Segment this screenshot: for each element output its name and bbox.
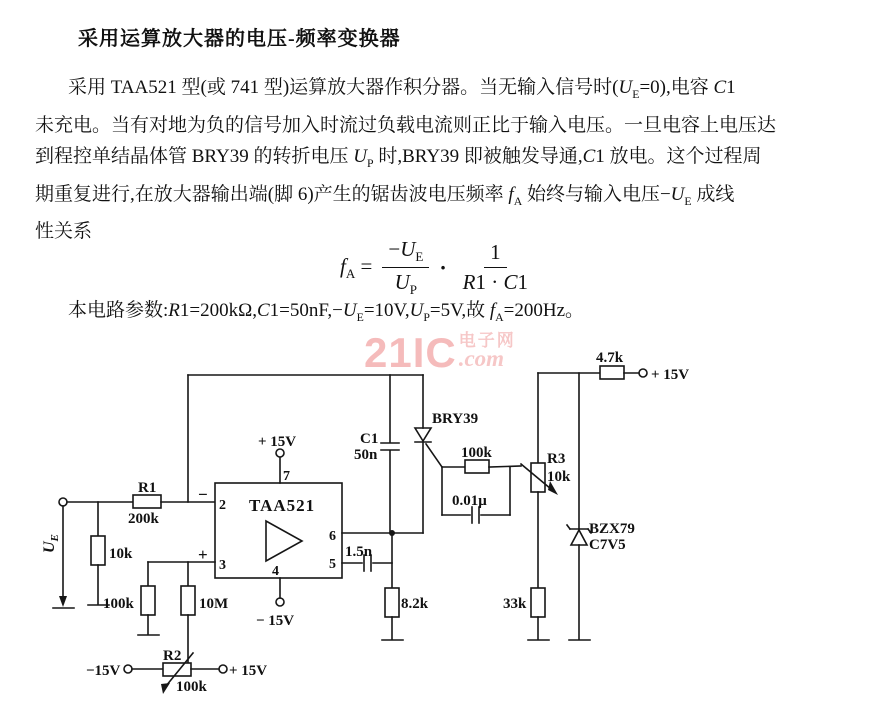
formula-denominator: R1 · C1	[462, 270, 528, 295]
pin5-label: 5	[329, 557, 336, 572]
r33k-value: 33k	[503, 596, 527, 612]
formula-fraction-voltage	[382, 237, 429, 298]
resistor-100k-gate	[465, 460, 489, 473]
wiper-arrow-icon	[161, 683, 170, 694]
potentiometer-r2	[86, 648, 267, 695]
output-network	[342, 530, 429, 640]
noninverting-input-sign: +	[198, 545, 208, 564]
r3-name: R3	[547, 451, 566, 467]
supply-plus15-label: + 15V	[651, 367, 690, 383]
paragraph-line: 期重复进行,在放大器输出端(脚 6)产生的锯齿波电压频率 $f_A$ 始终与输入电压$-U_E$ 成线	[35, 183, 735, 208]
zener-triangle-icon	[571, 530, 587, 545]
frequency-formula	[0, 237, 874, 298]
resistor-100k-input	[141, 586, 155, 615]
opamp-vminus-label: − 15V	[256, 613, 295, 629]
r10m-value: 10M	[199, 596, 229, 612]
parameters-line: 本电路参数$:R1=200k\Omega,C1=50nF,-U_E=10V,U_P=5V$,故 $f_A=200Hz$。	[68, 300, 585, 324]
paragraph-line: 性关系	[35, 221, 93, 243]
formula-lhs: $f_A$ =	[340, 253, 373, 281]
opamp-part-label: TAA521	[249, 496, 316, 515]
gate-network	[442, 445, 521, 523]
formula-numerator: $-U_E$	[382, 237, 429, 268]
r1-name: R1	[138, 480, 157, 496]
opamp-vplus-label: + 15V	[258, 434, 297, 450]
bry39-gate-wire	[426, 444, 442, 467]
resistor-10m	[181, 586, 195, 615]
resistor-33k	[531, 588, 545, 617]
circuit-schematic	[0, 330, 874, 714]
resistor-47k	[600, 366, 624, 379]
r3-value: 10k	[547, 469, 571, 485]
r2-left-supply-label: −15V	[86, 663, 121, 679]
resistor-82k	[385, 588, 399, 617]
r3-branch	[503, 373, 571, 640]
r1-value: 200k	[128, 511, 159, 527]
watermark-cn-text: 电子网	[458, 331, 516, 350]
bry39-triangle-icon	[415, 428, 431, 441]
formula-numerator: 1	[484, 240, 507, 268]
capacitor-c1	[354, 375, 399, 533]
zener-name: BZX79	[589, 521, 635, 537]
c001-value: 0.01μ	[452, 493, 487, 509]
formula-dot: ·	[439, 254, 447, 280]
pin6-label: 6	[329, 529, 336, 544]
paragraph-line: 未充电。当有对地为负的信号加入时流过负载电流则正比于输入电压。一旦电容上电压达	[35, 114, 777, 136]
c1-value: 50n	[354, 447, 378, 463]
watermark-com-text: .com	[458, 346, 505, 371]
resistor-10k	[88, 502, 133, 605]
zener-hook	[567, 525, 570, 529]
r47k-value: 4.7k	[596, 350, 624, 366]
pin3-label: 3	[219, 558, 226, 573]
pin4-label: 4	[272, 564, 279, 579]
c1-name: C1	[360, 431, 379, 447]
pin2-label: 2	[219, 498, 226, 513]
supply-branch-47k	[538, 350, 689, 383]
c15n-value: 1.5n	[345, 544, 373, 560]
zener-bzx79	[567, 373, 635, 640]
body-paragraph	[35, 72, 850, 247]
r2-name: R2	[163, 648, 182, 664]
r100k-in-value: 100k	[103, 596, 134, 612]
bry39-name: BRY39	[432, 411, 479, 427]
pin7-label: 7	[283, 469, 290, 484]
page-title: 采用运算放大器的电压-频率变换器	[78, 28, 401, 50]
r100k-gate-value: 100k	[461, 445, 492, 461]
formula-fraction-rc	[457, 240, 534, 295]
ue-label: $U_E$	[41, 534, 61, 553]
r2-right-supply-label: + 15V	[229, 663, 268, 679]
parameters-paragraph	[35, 296, 865, 333]
paragraph-line: 采用 TAA521 型(或 741 型)运算放大器作积分器。当无输入信号时$(U_E=0)$,电容 C1	[68, 77, 736, 101]
watermark-logo-text: 21IC	[364, 329, 457, 376]
r10k-value: 10k	[109, 546, 133, 562]
arrow-down-icon	[59, 596, 67, 607]
r82k-value: 8.2k	[401, 596, 429, 612]
paragraph-line: 到程控单结晶体管 BRY39 的转折电压 $U_P$ 时,BRY39 即被触发导通,C1 放电。这个过程周	[35, 145, 762, 170]
r2-value: 100k	[176, 679, 207, 695]
zener-value: C7V5	[589, 537, 626, 553]
formula-denominator: $U_P$	[394, 270, 418, 298]
inverting-input-sign: −	[198, 485, 208, 504]
